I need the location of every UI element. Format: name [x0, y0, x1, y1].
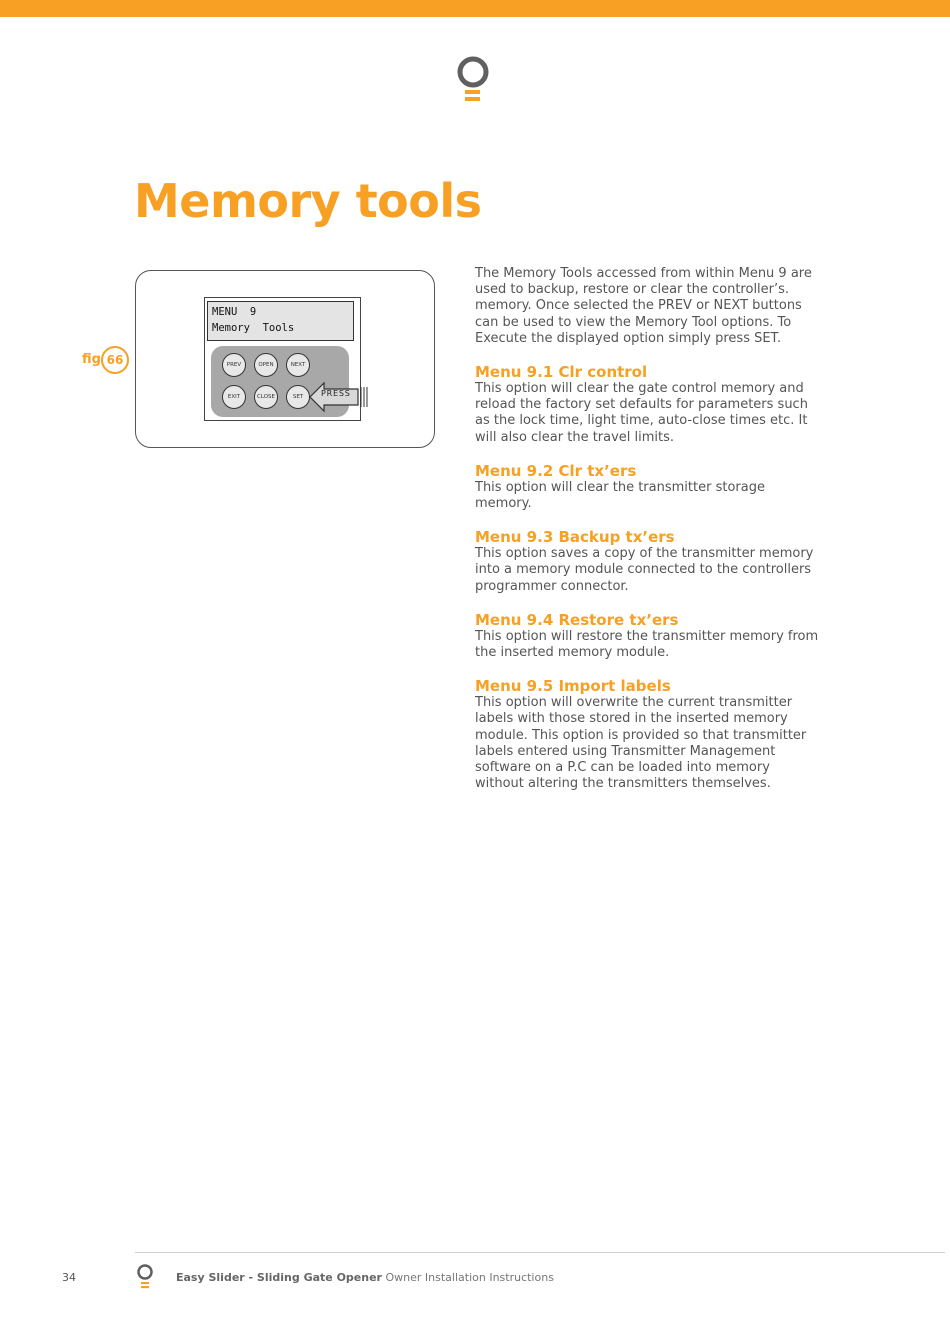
footer-doc-type: Owner Installation Instructions: [385, 1271, 554, 1284]
section-heading: Menu 9.4 Restore tx’ers: [475, 610, 679, 629]
exit-key: EXIT: [222, 385, 246, 409]
section-body: This option will clear the gate control memory and reload the factory set defaults for parameters such as the lock time, light time, auto-close times etc. It will also clear the travel limits.: [475, 381, 808, 445]
page-number: 34: [62, 1271, 76, 1284]
open-key: OPEN: [254, 353, 278, 377]
content-column: [475, 266, 820, 792]
footer-product: Easy Slider - Sliding Gate Opener: [176, 1271, 382, 1284]
section-menu-9-5: [475, 677, 820, 792]
footer-title: [176, 1271, 554, 1284]
section-body: This option will overwrite the current transmitter labels with those stored in the inserted memory module. This option is provided so that transmitter labels entered using Transmitter Management software on a P.C can be loaded into memory without altering the transmitters themselves.: [475, 695, 807, 792]
section-menu-9-2: [475, 462, 820, 512]
intro-paragraph: The Memory Tools accessed from within Menu 9 are used to backup, restore or clear the controller’s. memory. Once selected the PREV or NEXT buttons can be used to view the Memory Tool options. To Execute the displayed option simply press SET.: [475, 266, 812, 346]
section-heading: Menu 9.2 Clr tx’ers: [475, 461, 637, 480]
section-body: This option will clear the transmitter storage memory.: [475, 479, 765, 512]
figure-number-badge: 66: [101, 346, 129, 374]
lcd-display: [207, 301, 354, 341]
figure-label: fig: [82, 352, 101, 367]
close-key: CLOSE: [254, 385, 278, 409]
page-title: Memory tools: [134, 174, 482, 228]
top-accent-bar: [0, 0, 950, 17]
set-key: SET: [286, 385, 310, 409]
bulb-logo-icon: [136, 1264, 154, 1292]
section-body: This option saves a copy of the transmitter memory into a memory module connected to the controllers programmer connector.: [475, 546, 814, 594]
press-label: PRESS: [321, 389, 351, 398]
lcd-line-2: Memory Tools: [212, 322, 295, 334]
section-menu-9-4: [475, 611, 820, 661]
section-heading: Menu 9.3 Backup tx’ers: [475, 528, 675, 547]
section-body: This option will restore the transmitter memory from the inserted memory module.: [475, 628, 819, 661]
lcd-line-1: MENU 9: [212, 306, 257, 318]
footer-divider: [135, 1252, 945, 1253]
section-menu-9-1: [475, 363, 820, 446]
next-key: NEXT: [286, 353, 310, 377]
bulb-logo-icon: [455, 56, 491, 106]
prev-key: PREV: [222, 353, 246, 377]
section-heading: Menu 9.5 Import labels: [475, 677, 671, 696]
section-heading: Menu 9.1 Clr control: [475, 363, 648, 382]
section-menu-9-3: [475, 528, 820, 595]
